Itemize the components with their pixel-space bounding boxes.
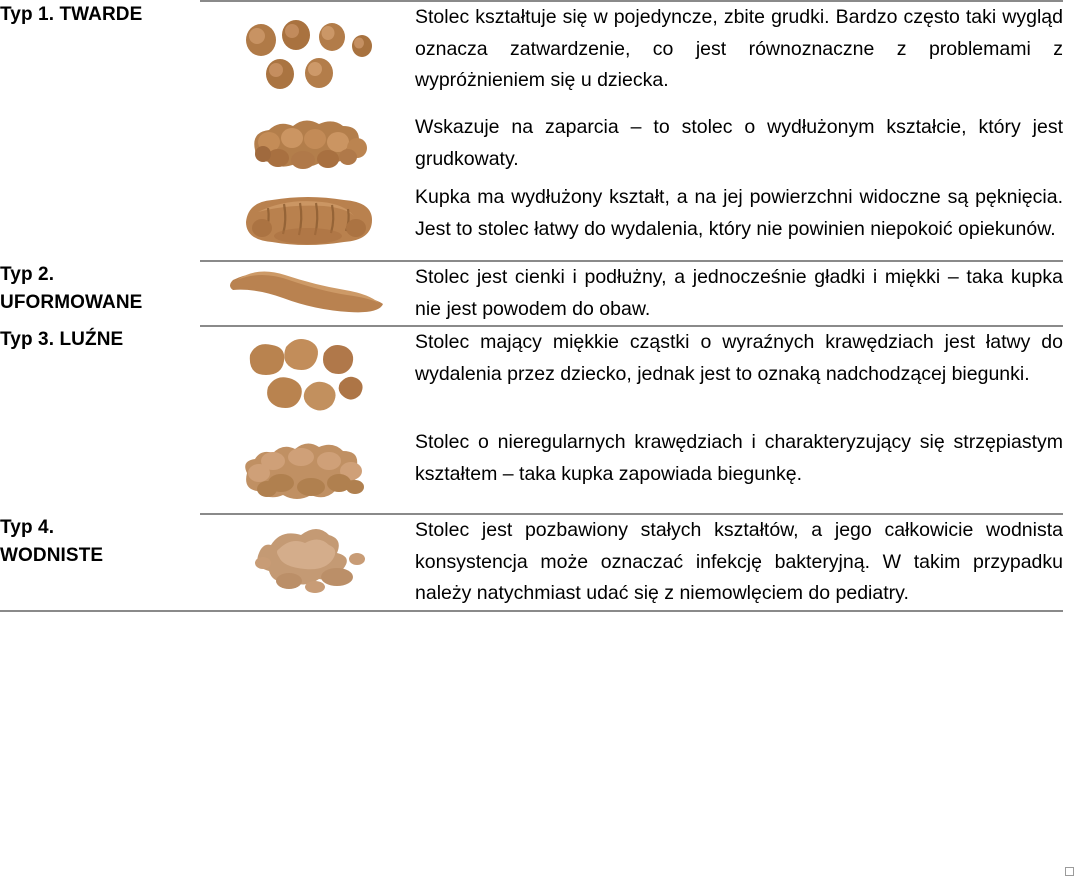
- table-row: [0, 326, 1063, 427]
- illustration-cell: [200, 514, 415, 611]
- type-label: Typ 1. TWARDE: [0, 4, 143, 25]
- page-corner-marker: [1065, 867, 1074, 876]
- cracked-sausage-icon: [200, 182, 415, 260]
- description-text: Kupka ma wydłużony kształt, a na jej powierzchni widoczne są pęknięcia. Jest to stolec łatwy do wydalenia, który nie powinien niepokoić opiekunów.: [415, 186, 1063, 240]
- description-cell: [415, 1, 1063, 112]
- illustration-cell: [200, 112, 415, 182]
- type-label-line2: UFORMOWANE: [0, 291, 143, 313]
- type-label-line2: WODNISTE: [0, 544, 104, 566]
- description-text: Stolec jest pozbawiony stałych kształtów, a jego całkowicie wodnista konsystencja może oznaczać infekcję bakteryjną. W takim przypadku należy natychmiast udać się z niemowlęciem do pediatry.: [415, 519, 1063, 605]
- type-label-line1: Typ 4.: [0, 517, 55, 539]
- illustration-cell: [200, 427, 415, 514]
- description-text: Wskazuje na zaparcia – to stolec o wydłużonym kształcie, który jest grudkowaty.: [415, 116, 1063, 170]
- type-label: Typ 3. LUŹNE: [0, 329, 124, 351]
- description-text: Stolec jest cienki i podłużny, a jednocześnie gładki i miękki – taka kupka nie jest powodem do obaw.: [415, 266, 1063, 320]
- mushy-ragged-edges-icon: [200, 427, 415, 513]
- type-cell: [0, 326, 200, 514]
- illustration-cell: [200, 1, 415, 112]
- description-text: Stolec kształtuje się w pojedyncze, zbite grudki. Bardzo często taki wygląd oznacza zatwardzenie, co jest równoznaczne z problemami z wypróżnieniem się u dziecka.: [415, 6, 1063, 92]
- type-cell: [0, 1, 200, 261]
- description-cell: [415, 326, 1063, 427]
- illustration-cell: [200, 182, 415, 261]
- type-cell: [0, 514, 200, 611]
- table-row: [0, 514, 1063, 611]
- description-cell: [415, 427, 1063, 514]
- description-text: Stolec mający miękkie cząstki o wyraźnych krawędziach jest łatwy do wydalenia przez dziecko, jednak jest to oznaką nadchodzącej biegunki.: [415, 331, 1063, 385]
- type-label-line1: Typ 2.: [0, 264, 55, 285]
- description-cell: [415, 182, 1063, 261]
- description-cell: [415, 112, 1063, 182]
- watery-liquid-icon: [200, 515, 415, 607]
- smooth-soft-sausage-icon: [200, 262, 415, 322]
- description-cell: [415, 514, 1063, 611]
- soft-blobs-clear-edges-icon: [200, 327, 415, 427]
- table-row: [0, 1, 1063, 112]
- type-cell: [0, 261, 200, 326]
- illustration-cell: [200, 261, 415, 326]
- separate-hard-lumps-icon: [200, 2, 415, 112]
- description-cell: [415, 261, 1063, 326]
- description-text: Stolec o nieregularnych krawędziach i charakteryzujący się strzępiastym kształtem – taka kupka zapowiada biegunkę.: [415, 431, 1063, 485]
- lumpy-sausage-icon: [200, 112, 415, 182]
- illustration-cell: [200, 326, 415, 427]
- table-row: [0, 261, 1063, 326]
